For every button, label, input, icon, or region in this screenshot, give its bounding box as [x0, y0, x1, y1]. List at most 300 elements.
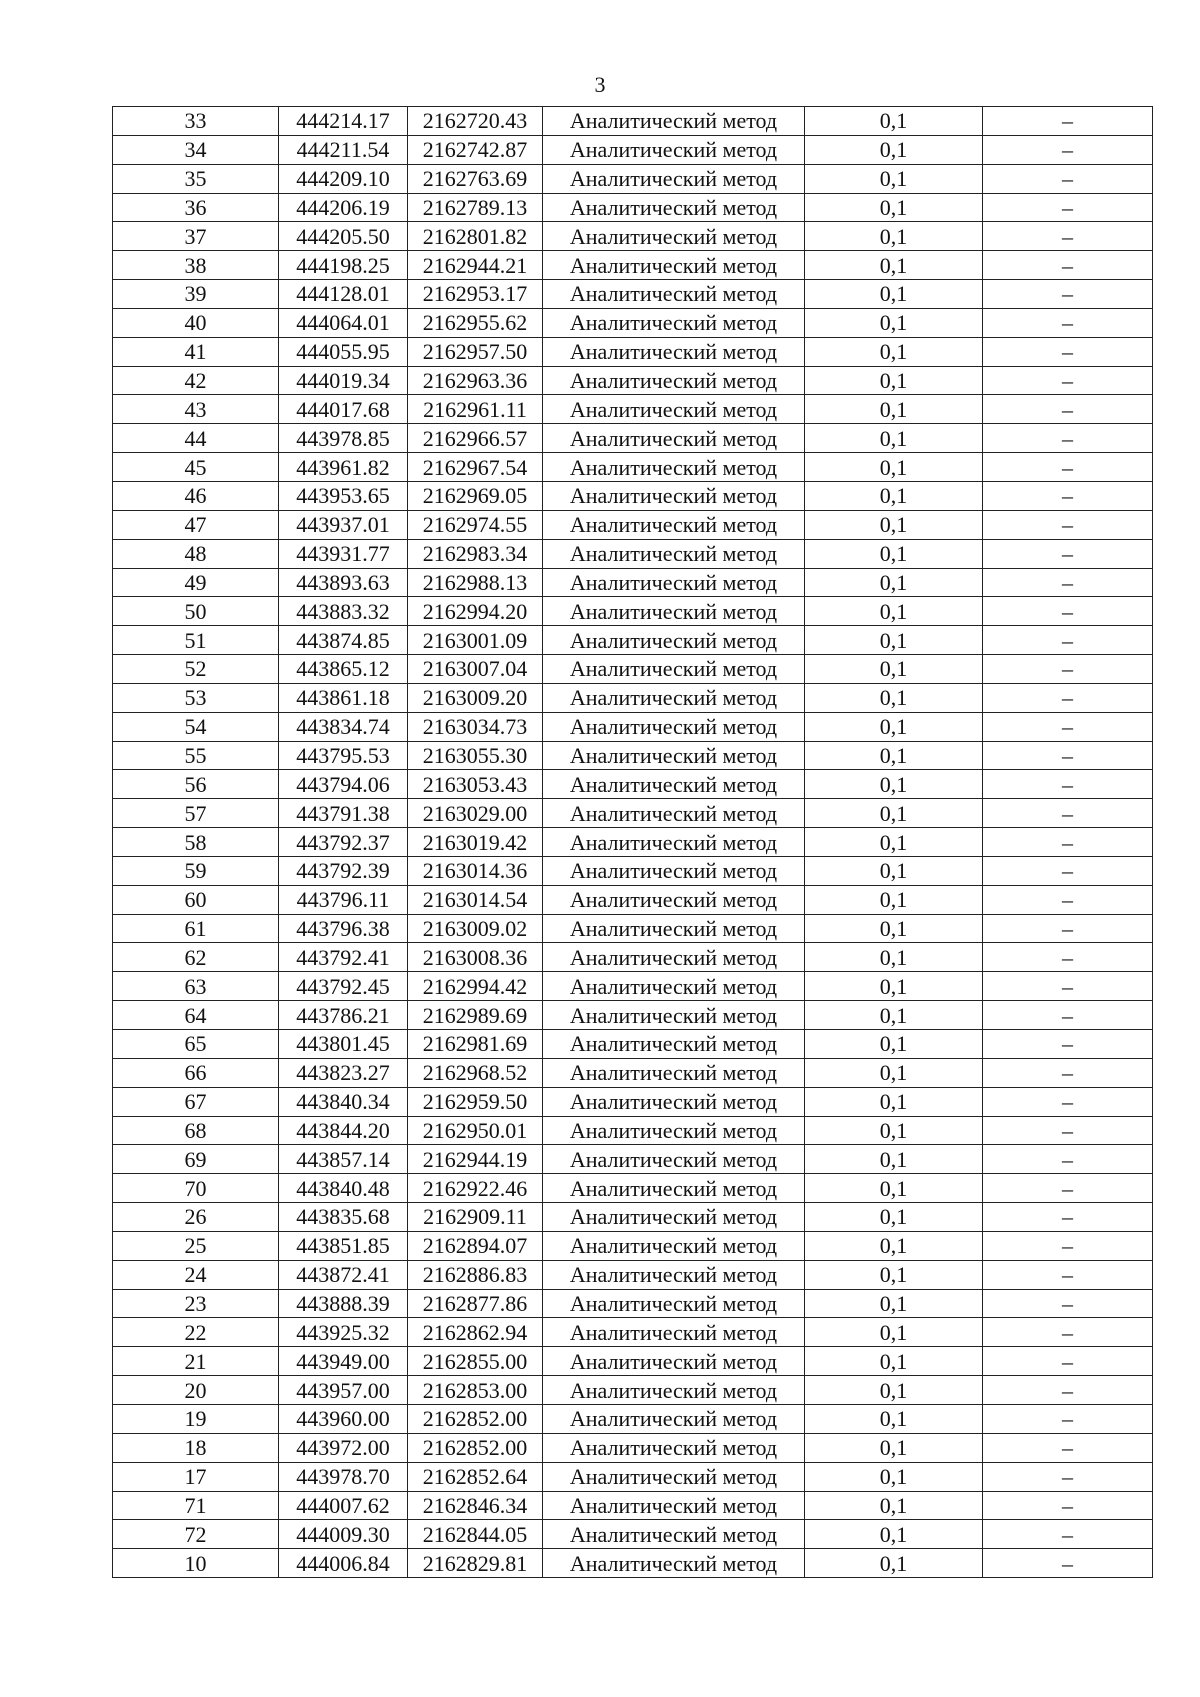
y-coordinate-cell: 2162983.34 — [408, 539, 543, 568]
y-coordinate-cell: 2162994.42 — [408, 972, 543, 1001]
note-cell: – — [983, 251, 1153, 280]
note-cell: – — [983, 107, 1153, 136]
method-cell: Аналитический метод — [543, 481, 805, 510]
precision-cell: 0,1 — [805, 1462, 983, 1491]
x-coordinate-cell: 443961.82 — [279, 453, 408, 482]
precision-cell: 0,1 — [805, 481, 983, 510]
note-cell: – — [983, 655, 1153, 684]
x-coordinate-cell: 444209.10 — [279, 164, 408, 193]
method-cell: Аналитический метод — [543, 1001, 805, 1030]
y-coordinate-cell: 2162988.13 — [408, 568, 543, 597]
x-coordinate-cell: 443792.39 — [279, 856, 408, 885]
note-cell: – — [983, 626, 1153, 655]
precision-cell: 0,1 — [805, 1318, 983, 1347]
method-cell: Аналитический метод — [543, 799, 805, 828]
precision-cell: 0,1 — [805, 424, 983, 453]
precision-cell: 0,1 — [805, 741, 983, 770]
note-cell: – — [983, 1404, 1153, 1433]
x-coordinate-cell: 443949.00 — [279, 1347, 408, 1376]
note-cell: – — [983, 280, 1153, 309]
x-coordinate-cell: 444009.30 — [279, 1520, 408, 1549]
method-cell: Аналитический метод — [543, 828, 805, 857]
method-cell: Аналитический метод — [543, 251, 805, 280]
x-coordinate-cell: 443792.45 — [279, 972, 408, 1001]
x-coordinate-cell: 443874.85 — [279, 626, 408, 655]
precision-cell: 0,1 — [805, 828, 983, 857]
table-row — [113, 943, 1153, 972]
point-number-cell: 51 — [113, 626, 279, 655]
x-coordinate-cell: 443953.65 — [279, 481, 408, 510]
y-coordinate-cell: 2162922.46 — [408, 1174, 543, 1203]
y-coordinate-cell: 2162989.69 — [408, 1001, 543, 1030]
x-coordinate-cell: 443840.48 — [279, 1174, 408, 1203]
y-coordinate-cell: 2163008.36 — [408, 943, 543, 972]
x-coordinate-cell: 444214.17 — [279, 107, 408, 136]
method-cell: Аналитический метод — [543, 222, 805, 251]
note-cell: – — [983, 1203, 1153, 1232]
point-number-cell: 55 — [113, 741, 279, 770]
table-row — [113, 453, 1153, 482]
x-coordinate-cell: 443957.00 — [279, 1376, 408, 1405]
precision-cell: 0,1 — [805, 539, 983, 568]
note-cell: – — [983, 1433, 1153, 1462]
method-cell: Аналитический метод — [543, 1404, 805, 1433]
point-number-cell: 61 — [113, 914, 279, 943]
x-coordinate-cell: 443851.85 — [279, 1231, 408, 1260]
note-cell: – — [983, 1376, 1153, 1405]
table-row — [113, 770, 1153, 799]
x-coordinate-cell: 443794.06 — [279, 770, 408, 799]
precision-cell: 0,1 — [805, 193, 983, 222]
table-row — [113, 1116, 1153, 1145]
note-cell: – — [983, 712, 1153, 741]
precision-cell: 0,1 — [805, 222, 983, 251]
table-row — [113, 193, 1153, 222]
note-cell: – — [983, 885, 1153, 914]
note-cell: – — [983, 1145, 1153, 1174]
note-cell: – — [983, 481, 1153, 510]
table-row — [113, 481, 1153, 510]
point-number-cell: 22 — [113, 1318, 279, 1347]
point-number-cell: 39 — [113, 280, 279, 309]
table-row — [113, 1318, 1153, 1347]
x-coordinate-cell: 443978.70 — [279, 1462, 408, 1491]
note-cell: – — [983, 943, 1153, 972]
precision-cell: 0,1 — [805, 510, 983, 539]
precision-cell: 0,1 — [805, 914, 983, 943]
method-cell: Аналитический метод — [543, 683, 805, 712]
method-cell: Аналитический метод — [543, 1318, 805, 1347]
table-row — [113, 1520, 1153, 1549]
point-number-cell: 24 — [113, 1260, 279, 1289]
x-coordinate-cell: 443888.39 — [279, 1289, 408, 1318]
precision-cell: 0,1 — [805, 453, 983, 482]
table-row — [113, 741, 1153, 770]
table-row — [113, 1001, 1153, 1030]
point-number-cell: 47 — [113, 510, 279, 539]
point-number-cell: 36 — [113, 193, 279, 222]
point-number-cell: 34 — [113, 135, 279, 164]
precision-cell: 0,1 — [805, 1203, 983, 1232]
table-row — [113, 856, 1153, 885]
y-coordinate-cell: 2162886.83 — [408, 1260, 543, 1289]
point-number-cell: 56 — [113, 770, 279, 799]
y-coordinate-cell: 2162961.11 — [408, 395, 543, 424]
table-row — [113, 107, 1153, 136]
point-number-cell: 38 — [113, 251, 279, 280]
table-row — [113, 510, 1153, 539]
note-cell: – — [983, 366, 1153, 395]
note-cell: – — [983, 914, 1153, 943]
coordinates-table-body — [113, 107, 1153, 1578]
y-coordinate-cell: 2162877.86 — [408, 1289, 543, 1318]
note-cell: – — [983, 395, 1153, 424]
table-row — [113, 164, 1153, 193]
x-coordinate-cell: 443801.45 — [279, 1030, 408, 1059]
x-coordinate-cell: 443937.01 — [279, 510, 408, 539]
note-cell: – — [983, 1347, 1153, 1376]
x-coordinate-cell: 443893.63 — [279, 568, 408, 597]
y-coordinate-cell: 2163009.20 — [408, 683, 543, 712]
note-cell: – — [983, 1462, 1153, 1491]
table-row — [113, 597, 1153, 626]
table-row — [113, 1289, 1153, 1318]
point-number-cell: 57 — [113, 799, 279, 828]
note-cell: – — [983, 1001, 1153, 1030]
method-cell: Аналитический метод — [543, 337, 805, 366]
precision-cell: 0,1 — [805, 135, 983, 164]
table-row — [113, 828, 1153, 857]
note-cell: – — [983, 135, 1153, 164]
y-coordinate-cell: 2162994.20 — [408, 597, 543, 626]
note-cell: – — [983, 193, 1153, 222]
precision-cell: 0,1 — [805, 1520, 983, 1549]
precision-cell: 0,1 — [805, 1058, 983, 1087]
method-cell: Аналитический метод — [543, 626, 805, 655]
table-row — [113, 1203, 1153, 1232]
point-number-cell: 42 — [113, 366, 279, 395]
method-cell: Аналитический метод — [543, 568, 805, 597]
x-coordinate-cell: 443786.21 — [279, 1001, 408, 1030]
y-coordinate-cell: 2162852.64 — [408, 1462, 543, 1491]
note-cell: – — [983, 856, 1153, 885]
method-cell: Аналитический метод — [543, 1174, 805, 1203]
x-coordinate-cell: 444055.95 — [279, 337, 408, 366]
page-number: 3 — [594, 72, 606, 97]
x-coordinate-cell: 444017.68 — [279, 395, 408, 424]
y-coordinate-cell: 2162909.11 — [408, 1203, 543, 1232]
x-coordinate-cell: 443796.38 — [279, 914, 408, 943]
point-number-cell: 17 — [113, 1462, 279, 1491]
method-cell: Аналитический метод — [543, 395, 805, 424]
table-row — [113, 1433, 1153, 1462]
y-coordinate-cell: 2162957.50 — [408, 337, 543, 366]
table-row — [113, 366, 1153, 395]
y-coordinate-cell: 2163014.36 — [408, 856, 543, 885]
point-number-cell: 40 — [113, 308, 279, 337]
table-row — [113, 683, 1153, 712]
x-coordinate-cell: 443960.00 — [279, 1404, 408, 1433]
method-cell: Аналитический метод — [543, 164, 805, 193]
note-cell: – — [983, 828, 1153, 857]
point-number-cell: 26 — [113, 1203, 279, 1232]
x-coordinate-cell: 443844.20 — [279, 1116, 408, 1145]
method-cell: Аналитический метод — [543, 1549, 805, 1578]
point-number-cell: 63 — [113, 972, 279, 1001]
x-coordinate-cell: 443872.41 — [279, 1260, 408, 1289]
method-cell: Аналитический метод — [543, 1376, 805, 1405]
point-number-cell: 23 — [113, 1289, 279, 1318]
method-cell: Аналитический метод — [543, 1231, 805, 1260]
precision-cell: 0,1 — [805, 1289, 983, 1318]
point-number-cell: 64 — [113, 1001, 279, 1030]
table-row — [113, 337, 1153, 366]
y-coordinate-cell: 2162955.62 — [408, 308, 543, 337]
y-coordinate-cell: 2162981.69 — [408, 1030, 543, 1059]
y-coordinate-cell: 2162844.05 — [408, 1520, 543, 1549]
note-cell: – — [983, 164, 1153, 193]
method-cell: Аналитический метод — [543, 424, 805, 453]
table-row — [113, 395, 1153, 424]
table-row — [113, 424, 1153, 453]
method-cell: Аналитический метод — [543, 1260, 805, 1289]
note-cell: – — [983, 1231, 1153, 1260]
y-coordinate-cell: 2162720.43 — [408, 107, 543, 136]
precision-cell: 0,1 — [805, 1549, 983, 1578]
table-row — [113, 914, 1153, 943]
table-row — [113, 712, 1153, 741]
x-coordinate-cell: 443823.27 — [279, 1058, 408, 1087]
point-number-cell: 33 — [113, 107, 279, 136]
y-coordinate-cell: 2163029.00 — [408, 799, 543, 828]
table-row — [113, 799, 1153, 828]
table-row — [113, 1174, 1153, 1203]
point-number-cell: 71 — [113, 1491, 279, 1520]
x-coordinate-cell: 443835.68 — [279, 1203, 408, 1232]
point-number-cell: 54 — [113, 712, 279, 741]
y-coordinate-cell: 2162967.54 — [408, 453, 543, 482]
x-coordinate-cell: 444206.19 — [279, 193, 408, 222]
point-number-cell: 46 — [113, 481, 279, 510]
precision-cell: 0,1 — [805, 1030, 983, 1059]
point-number-cell: 21 — [113, 1347, 279, 1376]
table-row — [113, 222, 1153, 251]
note-cell: – — [983, 1058, 1153, 1087]
table-row — [113, 1376, 1153, 1405]
method-cell: Аналитический метод — [543, 107, 805, 136]
y-coordinate-cell: 2163014.54 — [408, 885, 543, 914]
y-coordinate-cell: 2162894.07 — [408, 1231, 543, 1260]
note-cell: – — [983, 1087, 1153, 1116]
x-coordinate-cell: 443791.38 — [279, 799, 408, 828]
point-number-cell: 67 — [113, 1087, 279, 1116]
method-cell: Аналитический метод — [543, 856, 805, 885]
y-coordinate-cell: 2162953.17 — [408, 280, 543, 309]
y-coordinate-cell: 2162862.94 — [408, 1318, 543, 1347]
table-row — [113, 1087, 1153, 1116]
x-coordinate-cell: 443925.32 — [279, 1318, 408, 1347]
y-coordinate-cell: 2162963.36 — [408, 366, 543, 395]
point-number-cell: 62 — [113, 943, 279, 972]
point-number-cell: 66 — [113, 1058, 279, 1087]
note-cell: – — [983, 1520, 1153, 1549]
method-cell: Аналитический метод — [543, 1030, 805, 1059]
method-cell: Аналитический метод — [543, 1116, 805, 1145]
x-coordinate-cell: 444019.34 — [279, 366, 408, 395]
precision-cell: 0,1 — [805, 1116, 983, 1145]
y-coordinate-cell: 2162944.21 — [408, 251, 543, 280]
table-row — [113, 1145, 1153, 1174]
note-cell: – — [983, 1116, 1153, 1145]
precision-cell: 0,1 — [805, 885, 983, 914]
note-cell: – — [983, 770, 1153, 799]
note-cell: – — [983, 683, 1153, 712]
precision-cell: 0,1 — [805, 1347, 983, 1376]
point-number-cell: 37 — [113, 222, 279, 251]
y-coordinate-cell: 2163007.04 — [408, 655, 543, 684]
note-cell: – — [983, 308, 1153, 337]
y-coordinate-cell: 2162852.00 — [408, 1433, 543, 1462]
precision-cell: 0,1 — [805, 626, 983, 655]
method-cell: Аналитический метод — [543, 655, 805, 684]
y-coordinate-cell: 2162969.05 — [408, 481, 543, 510]
note-cell: – — [983, 1174, 1153, 1203]
y-coordinate-cell: 2162944.19 — [408, 1145, 543, 1174]
coordinates-table — [112, 106, 1153, 1578]
x-coordinate-cell: 443972.00 — [279, 1433, 408, 1462]
precision-cell: 0,1 — [805, 597, 983, 626]
method-cell: Аналитический метод — [543, 1289, 805, 1318]
x-coordinate-cell: 444007.62 — [279, 1491, 408, 1520]
y-coordinate-cell: 2162974.55 — [408, 510, 543, 539]
precision-cell: 0,1 — [805, 251, 983, 280]
precision-cell: 0,1 — [805, 655, 983, 684]
table-row — [113, 655, 1153, 684]
precision-cell: 0,1 — [805, 1231, 983, 1260]
table-row — [113, 1347, 1153, 1376]
method-cell: Аналитический метод — [543, 1462, 805, 1491]
precision-cell: 0,1 — [805, 308, 983, 337]
method-cell: Аналитический метод — [543, 1433, 805, 1462]
note-cell: – — [983, 597, 1153, 626]
y-coordinate-cell: 2163053.43 — [408, 770, 543, 799]
method-cell: Аналитический метод — [543, 597, 805, 626]
table-row — [113, 568, 1153, 597]
point-number-cell: 20 — [113, 1376, 279, 1405]
x-coordinate-cell: 444064.01 — [279, 308, 408, 337]
note-cell: – — [983, 1549, 1153, 1578]
y-coordinate-cell: 2162966.57 — [408, 424, 543, 453]
y-coordinate-cell: 2162742.87 — [408, 135, 543, 164]
point-number-cell: 48 — [113, 539, 279, 568]
table-row — [113, 972, 1153, 1001]
method-cell: Аналитический метод — [543, 712, 805, 741]
point-number-cell: 18 — [113, 1433, 279, 1462]
precision-cell: 0,1 — [805, 366, 983, 395]
method-cell: Аналитический метод — [543, 539, 805, 568]
x-coordinate-cell: 443792.41 — [279, 943, 408, 972]
x-coordinate-cell: 444006.84 — [279, 1549, 408, 1578]
method-cell: Аналитический метод — [543, 193, 805, 222]
precision-cell: 0,1 — [805, 1087, 983, 1116]
precision-cell: 0,1 — [805, 683, 983, 712]
method-cell: Аналитический метод — [543, 914, 805, 943]
y-coordinate-cell: 2163001.09 — [408, 626, 543, 655]
table-row — [113, 1058, 1153, 1087]
x-coordinate-cell: 443931.77 — [279, 539, 408, 568]
method-cell: Аналитический метод — [543, 1491, 805, 1520]
method-cell: Аналитический метод — [543, 972, 805, 1001]
precision-cell: 0,1 — [805, 164, 983, 193]
x-coordinate-cell: 444128.01 — [279, 280, 408, 309]
note-cell: – — [983, 453, 1153, 482]
table-row — [113, 626, 1153, 655]
x-coordinate-cell: 444205.50 — [279, 222, 408, 251]
point-number-cell: 45 — [113, 453, 279, 482]
note-cell: – — [983, 1491, 1153, 1520]
note-cell: – — [983, 799, 1153, 828]
x-coordinate-cell: 444211.54 — [279, 135, 408, 164]
point-number-cell: 58 — [113, 828, 279, 857]
method-cell: Аналитический метод — [543, 366, 805, 395]
table-row — [113, 1260, 1153, 1289]
y-coordinate-cell: 2163019.42 — [408, 828, 543, 857]
y-coordinate-cell: 2162853.00 — [408, 1376, 543, 1405]
note-cell: – — [983, 972, 1153, 1001]
precision-cell: 0,1 — [805, 395, 983, 424]
note-cell: – — [983, 1289, 1153, 1318]
x-coordinate-cell: 443883.32 — [279, 597, 408, 626]
x-coordinate-cell: 443796.11 — [279, 885, 408, 914]
note-cell: – — [983, 424, 1153, 453]
y-coordinate-cell: 2163055.30 — [408, 741, 543, 770]
point-number-cell: 68 — [113, 1116, 279, 1145]
x-coordinate-cell: 443978.85 — [279, 424, 408, 453]
y-coordinate-cell: 2162846.34 — [408, 1491, 543, 1520]
x-coordinate-cell: 444198.25 — [279, 251, 408, 280]
precision-cell: 0,1 — [805, 1433, 983, 1462]
point-number-cell: 52 — [113, 655, 279, 684]
note-cell: – — [983, 741, 1153, 770]
precision-cell: 0,1 — [805, 972, 983, 1001]
method-cell: Аналитический метод — [543, 308, 805, 337]
table-row — [113, 135, 1153, 164]
precision-cell: 0,1 — [805, 943, 983, 972]
note-cell: – — [983, 510, 1153, 539]
table-row — [113, 251, 1153, 280]
point-number-cell: 25 — [113, 1231, 279, 1260]
method-cell: Аналитический метод — [543, 1058, 805, 1087]
y-coordinate-cell: 2163034.73 — [408, 712, 543, 741]
point-number-cell: 10 — [113, 1549, 279, 1578]
table-row — [113, 308, 1153, 337]
note-cell: – — [983, 1318, 1153, 1347]
precision-cell: 0,1 — [805, 337, 983, 366]
method-cell: Аналитический метод — [543, 135, 805, 164]
point-number-cell: 59 — [113, 856, 279, 885]
x-coordinate-cell: 443795.53 — [279, 741, 408, 770]
point-number-cell: 41 — [113, 337, 279, 366]
x-coordinate-cell: 443840.34 — [279, 1087, 408, 1116]
y-coordinate-cell: 2162855.00 — [408, 1347, 543, 1376]
method-cell: Аналитический метод — [543, 1145, 805, 1174]
table-row — [113, 1231, 1153, 1260]
y-coordinate-cell: 2162801.82 — [408, 222, 543, 251]
table-row — [113, 1462, 1153, 1491]
method-cell: Аналитический метод — [543, 1520, 805, 1549]
precision-cell: 0,1 — [805, 799, 983, 828]
precision-cell: 0,1 — [805, 1376, 983, 1405]
